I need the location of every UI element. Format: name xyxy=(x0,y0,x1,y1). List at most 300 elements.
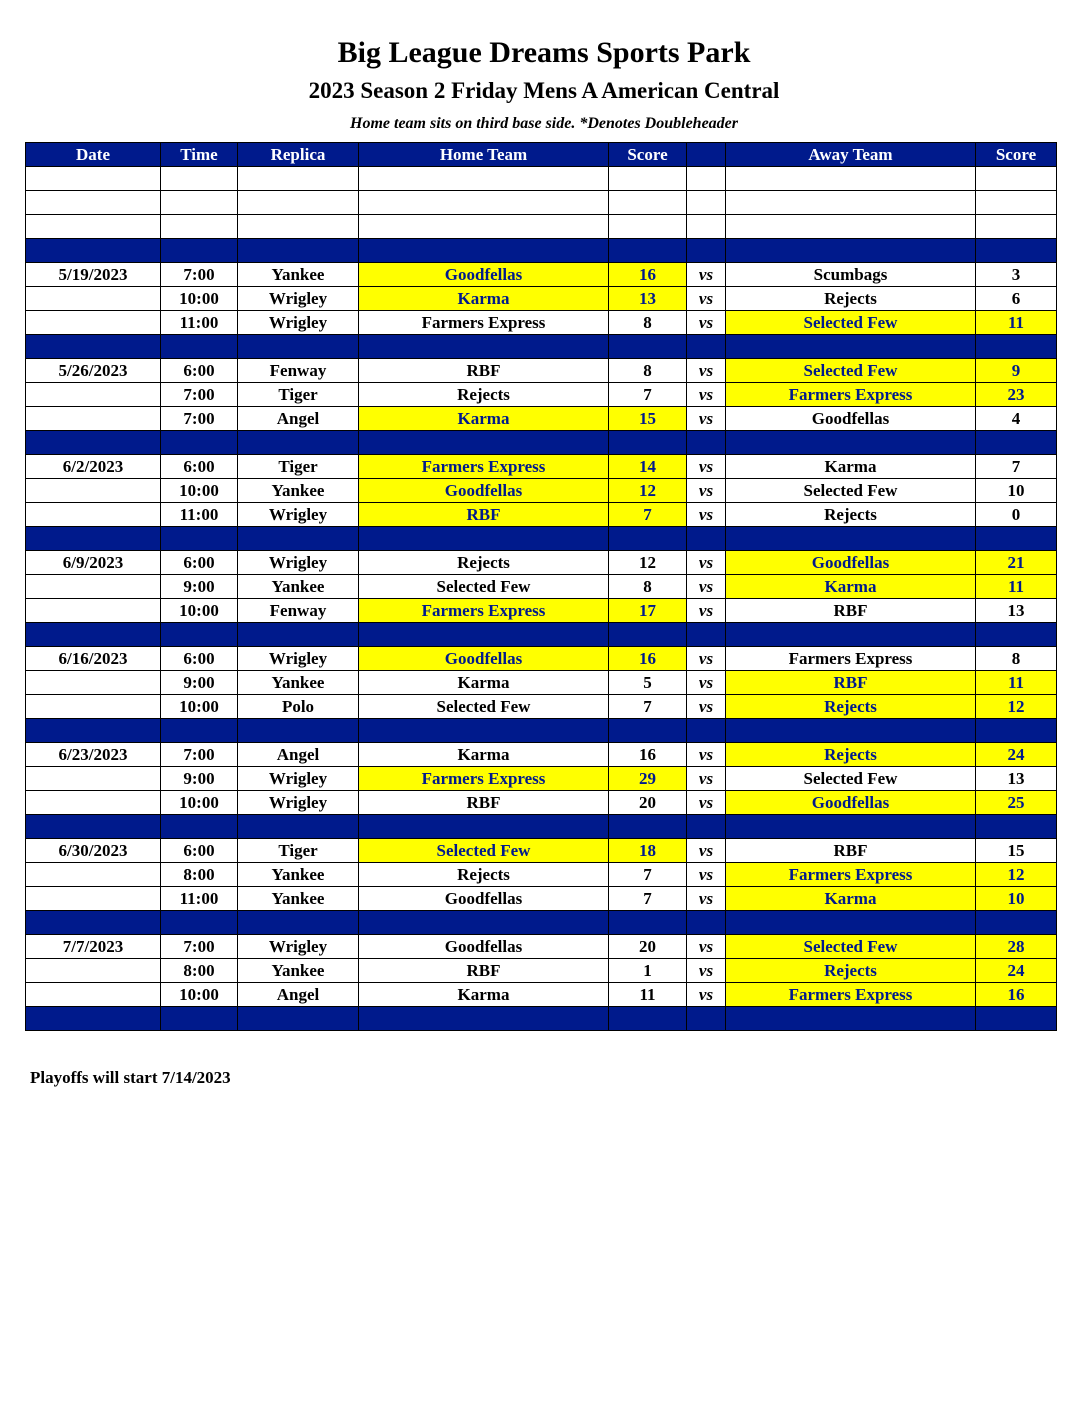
game-date: 5/19/2023 xyxy=(26,263,161,287)
separator-cell xyxy=(238,815,359,839)
home-team: Selected Few xyxy=(359,695,609,719)
game-time: 6:00 xyxy=(161,839,238,863)
separator-cell xyxy=(609,623,687,647)
separator-cell xyxy=(609,815,687,839)
home-score: 7 xyxy=(609,503,687,527)
separator-cell xyxy=(609,719,687,743)
home-team: Goodfellas xyxy=(359,935,609,959)
game-row xyxy=(26,599,1057,623)
game-time: 10:00 xyxy=(161,479,238,503)
game-date: 5/26/2023 xyxy=(26,359,161,383)
away-score: 25 xyxy=(976,791,1057,815)
table-header-row xyxy=(26,143,1057,167)
home-score: 14 xyxy=(609,455,687,479)
game-replica: Wrigley xyxy=(238,311,359,335)
game-date: 6/30/2023 xyxy=(26,839,161,863)
separator-cell xyxy=(976,719,1057,743)
vs-label: vs xyxy=(687,767,726,791)
home-score: 1 xyxy=(609,959,687,983)
away-score: 4 xyxy=(976,407,1057,431)
column-header-away-team: Away Team xyxy=(726,143,976,167)
blank-row xyxy=(26,215,1057,239)
away-score: 11 xyxy=(976,575,1057,599)
game-row xyxy=(26,791,1057,815)
home-team: RBF xyxy=(359,359,609,383)
home-score: 5 xyxy=(609,671,687,695)
home-team: Farmers Express xyxy=(359,599,609,623)
vs-label: vs xyxy=(687,839,726,863)
vs-label: vs xyxy=(687,671,726,695)
separator-cell xyxy=(726,623,976,647)
game-row xyxy=(26,407,1057,431)
game-time: 7:00 xyxy=(161,935,238,959)
vs-label: vs xyxy=(687,959,726,983)
home-team: Karma xyxy=(359,743,609,767)
separator-cell xyxy=(26,623,161,647)
separator-cell xyxy=(359,623,609,647)
vs-label: vs xyxy=(687,287,726,311)
blank-cell xyxy=(687,215,726,239)
home-score: 15 xyxy=(609,407,687,431)
separator-row xyxy=(26,815,1057,839)
blank-cell xyxy=(238,191,359,215)
away-score: 12 xyxy=(976,863,1057,887)
game-replica: Tiger xyxy=(238,383,359,407)
game-time: 9:00 xyxy=(161,575,238,599)
separator-cell xyxy=(976,911,1057,935)
separator-cell xyxy=(238,239,359,263)
away-team: Farmers Express xyxy=(726,983,976,1007)
game-time: 11:00 xyxy=(161,311,238,335)
separator-cell xyxy=(609,239,687,263)
game-time: 10:00 xyxy=(161,983,238,1007)
home-score: 17 xyxy=(609,599,687,623)
home-score: 18 xyxy=(609,839,687,863)
away-score: 10 xyxy=(976,887,1057,911)
game-row xyxy=(26,383,1057,407)
schedule-table xyxy=(25,142,1057,1031)
column-header-replica: Replica xyxy=(238,143,359,167)
game-replica: Yankee xyxy=(238,263,359,287)
home-team: Farmers Express xyxy=(359,455,609,479)
home-score: 20 xyxy=(609,935,687,959)
column-header-home-score: Score xyxy=(609,143,687,167)
game-row xyxy=(26,503,1057,527)
separator-cell xyxy=(238,719,359,743)
separator-cell xyxy=(687,335,726,359)
game-date: 6/2/2023 xyxy=(26,455,161,479)
home-score: 7 xyxy=(609,887,687,911)
home-team: Goodfellas xyxy=(359,647,609,671)
page-note: Home team sits on third base side. *Denotes Doubleheader xyxy=(350,115,738,132)
away-team: Farmers Express xyxy=(726,647,976,671)
game-date xyxy=(26,407,161,431)
home-score: 16 xyxy=(609,263,687,287)
separator-cell xyxy=(726,239,976,263)
away-score: 24 xyxy=(976,743,1057,767)
separator-cell xyxy=(26,815,161,839)
separator-cell xyxy=(359,1007,609,1031)
away-score: 3 xyxy=(976,263,1057,287)
separator-row xyxy=(26,1007,1057,1031)
separator-cell xyxy=(726,335,976,359)
game-replica: Tiger xyxy=(238,839,359,863)
away-score: 8 xyxy=(976,647,1057,671)
blank-cell xyxy=(161,191,238,215)
game-time: 10:00 xyxy=(161,287,238,311)
separator-cell xyxy=(726,719,976,743)
separator-row xyxy=(26,911,1057,935)
game-replica: Wrigley xyxy=(238,767,359,791)
separator-row xyxy=(26,719,1057,743)
page-subtitle: 2023 Season 2 Friday Mens A American Central xyxy=(308,78,780,103)
separator-cell xyxy=(687,911,726,935)
vs-label: vs xyxy=(687,983,726,1007)
away-score: 9 xyxy=(976,359,1057,383)
home-score: 8 xyxy=(609,359,687,383)
away-score: 28 xyxy=(976,935,1057,959)
game-row xyxy=(26,647,1057,671)
separator-cell xyxy=(238,911,359,935)
blank-cell xyxy=(26,167,161,191)
separator-cell xyxy=(26,335,161,359)
home-team: Farmers Express xyxy=(359,767,609,791)
home-score: 8 xyxy=(609,575,687,599)
blank-cell xyxy=(687,167,726,191)
home-team: Karma xyxy=(359,671,609,695)
home-team: Rejects xyxy=(359,551,609,575)
game-date xyxy=(26,983,161,1007)
game-replica: Tiger xyxy=(238,455,359,479)
blank-cell xyxy=(609,215,687,239)
game-row xyxy=(26,551,1057,575)
home-score: 7 xyxy=(609,863,687,887)
blank-cell xyxy=(976,215,1057,239)
separator-cell xyxy=(726,911,976,935)
game-date xyxy=(26,671,161,695)
game-row xyxy=(26,767,1057,791)
separator-cell xyxy=(238,527,359,551)
blank-row xyxy=(26,191,1057,215)
game-time: 11:00 xyxy=(161,887,238,911)
home-score: 16 xyxy=(609,743,687,767)
blank-cell xyxy=(238,215,359,239)
separator-cell xyxy=(609,335,687,359)
home-team: Selected Few xyxy=(359,839,609,863)
separator-cell xyxy=(359,239,609,263)
away-score: 0 xyxy=(976,503,1057,527)
game-time: 7:00 xyxy=(161,407,238,431)
vs-label: vs xyxy=(687,551,726,575)
away-team: RBF xyxy=(726,839,976,863)
away-team: Karma xyxy=(726,575,976,599)
separator-cell xyxy=(238,431,359,455)
separator-cell xyxy=(976,431,1057,455)
game-time: 10:00 xyxy=(161,695,238,719)
away-score: 11 xyxy=(976,671,1057,695)
game-replica: Wrigley xyxy=(238,791,359,815)
separator-cell xyxy=(161,431,238,455)
separator-row xyxy=(26,239,1057,263)
separator-cell xyxy=(976,335,1057,359)
separator-row xyxy=(26,335,1057,359)
separator-cell xyxy=(238,623,359,647)
column-header-time: Time xyxy=(161,143,238,167)
home-team: Rejects xyxy=(359,383,609,407)
separator-cell xyxy=(161,239,238,263)
away-team: Rejects xyxy=(726,287,976,311)
game-row xyxy=(26,311,1057,335)
separator-cell xyxy=(26,527,161,551)
vs-label: vs xyxy=(687,455,726,479)
blank-cell xyxy=(359,215,609,239)
separator-row xyxy=(26,527,1057,551)
game-replica: Fenway xyxy=(238,599,359,623)
away-team: Karma xyxy=(726,887,976,911)
separator-cell xyxy=(609,911,687,935)
game-time: 9:00 xyxy=(161,671,238,695)
home-team: Karma xyxy=(359,287,609,311)
away-team: Selected Few xyxy=(726,311,976,335)
away-score: 6 xyxy=(976,287,1057,311)
separator-cell xyxy=(976,1007,1057,1031)
away-score: 23 xyxy=(976,383,1057,407)
game-replica: Yankee xyxy=(238,887,359,911)
vs-label: vs xyxy=(687,599,726,623)
game-row xyxy=(26,863,1057,887)
game-time: 7:00 xyxy=(161,383,238,407)
away-team: Rejects xyxy=(726,743,976,767)
vs-label: vs xyxy=(687,695,726,719)
game-date xyxy=(26,503,161,527)
separator-cell xyxy=(359,431,609,455)
home-score: 11 xyxy=(609,983,687,1007)
vs-label: vs xyxy=(687,311,726,335)
home-team: RBF xyxy=(359,959,609,983)
blank-cell xyxy=(161,167,238,191)
game-date xyxy=(26,959,161,983)
game-date: 6/9/2023 xyxy=(26,551,161,575)
away-team: Selected Few xyxy=(726,767,976,791)
away-team: Farmers Express xyxy=(726,863,976,887)
game-replica: Yankee xyxy=(238,863,359,887)
away-team: Karma xyxy=(726,455,976,479)
game-replica: Wrigley xyxy=(238,647,359,671)
column-header-away-score: Score xyxy=(976,143,1057,167)
separator-cell xyxy=(161,719,238,743)
separator-cell xyxy=(359,719,609,743)
game-time: 11:00 xyxy=(161,503,238,527)
game-replica: Wrigley xyxy=(238,503,359,527)
vs-label: vs xyxy=(687,359,726,383)
game-row xyxy=(26,671,1057,695)
vs-label: vs xyxy=(687,863,726,887)
game-row xyxy=(26,479,1057,503)
separator-cell xyxy=(609,527,687,551)
game-time: 6:00 xyxy=(161,551,238,575)
home-team: Rejects xyxy=(359,863,609,887)
game-date xyxy=(26,575,161,599)
separator-cell xyxy=(687,815,726,839)
game-row xyxy=(26,887,1057,911)
blank-cell xyxy=(26,191,161,215)
vs-label: vs xyxy=(687,887,726,911)
game-row xyxy=(26,575,1057,599)
away-score: 10 xyxy=(976,479,1057,503)
game-time: 10:00 xyxy=(161,791,238,815)
game-row xyxy=(26,743,1057,767)
blank-cell xyxy=(726,191,976,215)
separator-cell xyxy=(609,1007,687,1031)
game-time: 10:00 xyxy=(161,599,238,623)
game-time: 8:00 xyxy=(161,863,238,887)
separator-cell xyxy=(26,431,161,455)
home-score: 13 xyxy=(609,287,687,311)
blank-cell xyxy=(26,215,161,239)
separator-cell xyxy=(359,335,609,359)
game-date xyxy=(26,599,161,623)
away-score: 13 xyxy=(976,767,1057,791)
blank-cell xyxy=(238,167,359,191)
game-time: 6:00 xyxy=(161,455,238,479)
away-team: Selected Few xyxy=(726,479,976,503)
game-date xyxy=(26,887,161,911)
game-row xyxy=(26,263,1057,287)
game-row xyxy=(26,935,1057,959)
game-row xyxy=(26,287,1057,311)
blank-cell xyxy=(726,215,976,239)
game-date xyxy=(26,311,161,335)
separator-row xyxy=(26,623,1057,647)
game-time: 6:00 xyxy=(161,359,238,383)
game-row xyxy=(26,959,1057,983)
home-team: Goodfellas xyxy=(359,887,609,911)
game-replica: Wrigley xyxy=(238,935,359,959)
blank-cell xyxy=(359,191,609,215)
game-replica: Angel xyxy=(238,743,359,767)
column-header-date: Date xyxy=(26,143,161,167)
game-date xyxy=(26,791,161,815)
blank-cell xyxy=(359,167,609,191)
away-score: 16 xyxy=(976,983,1057,1007)
game-row xyxy=(26,839,1057,863)
home-score: 7 xyxy=(609,695,687,719)
game-row xyxy=(26,983,1057,1007)
away-team: Goodfellas xyxy=(726,791,976,815)
blank-cell xyxy=(609,167,687,191)
away-score: 24 xyxy=(976,959,1057,983)
vs-label: vs xyxy=(687,407,726,431)
away-team: RBF xyxy=(726,671,976,695)
game-replica: Yankee xyxy=(238,671,359,695)
separator-cell xyxy=(687,623,726,647)
away-team: RBF xyxy=(726,599,976,623)
game-date xyxy=(26,479,161,503)
separator-cell xyxy=(976,623,1057,647)
home-score: 16 xyxy=(609,647,687,671)
game-replica: Wrigley xyxy=(238,287,359,311)
vs-label: vs xyxy=(687,743,726,767)
vs-label: vs xyxy=(687,647,726,671)
separator-cell xyxy=(687,1007,726,1031)
home-score: 7 xyxy=(609,383,687,407)
game-replica: Angel xyxy=(238,983,359,1007)
separator-cell xyxy=(687,527,726,551)
away-team: Rejects xyxy=(726,959,976,983)
home-team: RBF xyxy=(359,503,609,527)
home-team: Goodfellas xyxy=(359,263,609,287)
home-team: Farmers Express xyxy=(359,311,609,335)
game-replica: Yankee xyxy=(238,959,359,983)
home-score: 12 xyxy=(609,479,687,503)
away-team: Farmers Express xyxy=(726,383,976,407)
game-replica: Fenway xyxy=(238,359,359,383)
vs-label: vs xyxy=(687,479,726,503)
home-team: Karma xyxy=(359,983,609,1007)
schedule-body xyxy=(26,167,1057,1031)
game-replica: Yankee xyxy=(238,479,359,503)
separator-cell xyxy=(26,239,161,263)
separator-cell xyxy=(238,335,359,359)
game-row xyxy=(26,695,1057,719)
separator-cell xyxy=(726,431,976,455)
vs-label: vs xyxy=(687,503,726,527)
away-team: Rejects xyxy=(726,695,976,719)
separator-cell xyxy=(976,527,1057,551)
blank-cell xyxy=(609,191,687,215)
separator-cell xyxy=(238,1007,359,1031)
separator-cell xyxy=(26,719,161,743)
away-score: 13 xyxy=(976,599,1057,623)
column-header-vs xyxy=(687,143,726,167)
separator-cell xyxy=(359,527,609,551)
playoffs-note: Playoffs will start 7/14/2023 xyxy=(30,1068,231,1087)
separator-cell xyxy=(359,911,609,935)
home-score: 29 xyxy=(609,767,687,791)
game-time: 9:00 xyxy=(161,767,238,791)
game-date xyxy=(26,287,161,311)
away-score: 15 xyxy=(976,839,1057,863)
separator-cell xyxy=(161,527,238,551)
separator-cell xyxy=(726,527,976,551)
game-replica: Angel xyxy=(238,407,359,431)
separator-cell xyxy=(161,911,238,935)
game-replica: Yankee xyxy=(238,575,359,599)
vs-label: vs xyxy=(687,935,726,959)
blank-row xyxy=(26,167,1057,191)
away-score: 7 xyxy=(976,455,1057,479)
game-row xyxy=(26,359,1057,383)
separator-cell xyxy=(161,1007,238,1031)
separator-cell xyxy=(976,815,1057,839)
game-date xyxy=(26,863,161,887)
away-team: Goodfellas xyxy=(726,407,976,431)
vs-label: vs xyxy=(687,575,726,599)
game-date xyxy=(26,695,161,719)
vs-label: vs xyxy=(687,791,726,815)
home-score: 12 xyxy=(609,551,687,575)
separator-cell xyxy=(726,1007,976,1031)
home-team: Selected Few xyxy=(359,575,609,599)
away-score: 12 xyxy=(976,695,1057,719)
separator-cell xyxy=(726,815,976,839)
game-date xyxy=(26,767,161,791)
away-team: Selected Few xyxy=(726,359,976,383)
blank-cell xyxy=(687,191,726,215)
separator-cell xyxy=(976,239,1057,263)
game-time: 7:00 xyxy=(161,743,238,767)
game-date xyxy=(26,383,161,407)
